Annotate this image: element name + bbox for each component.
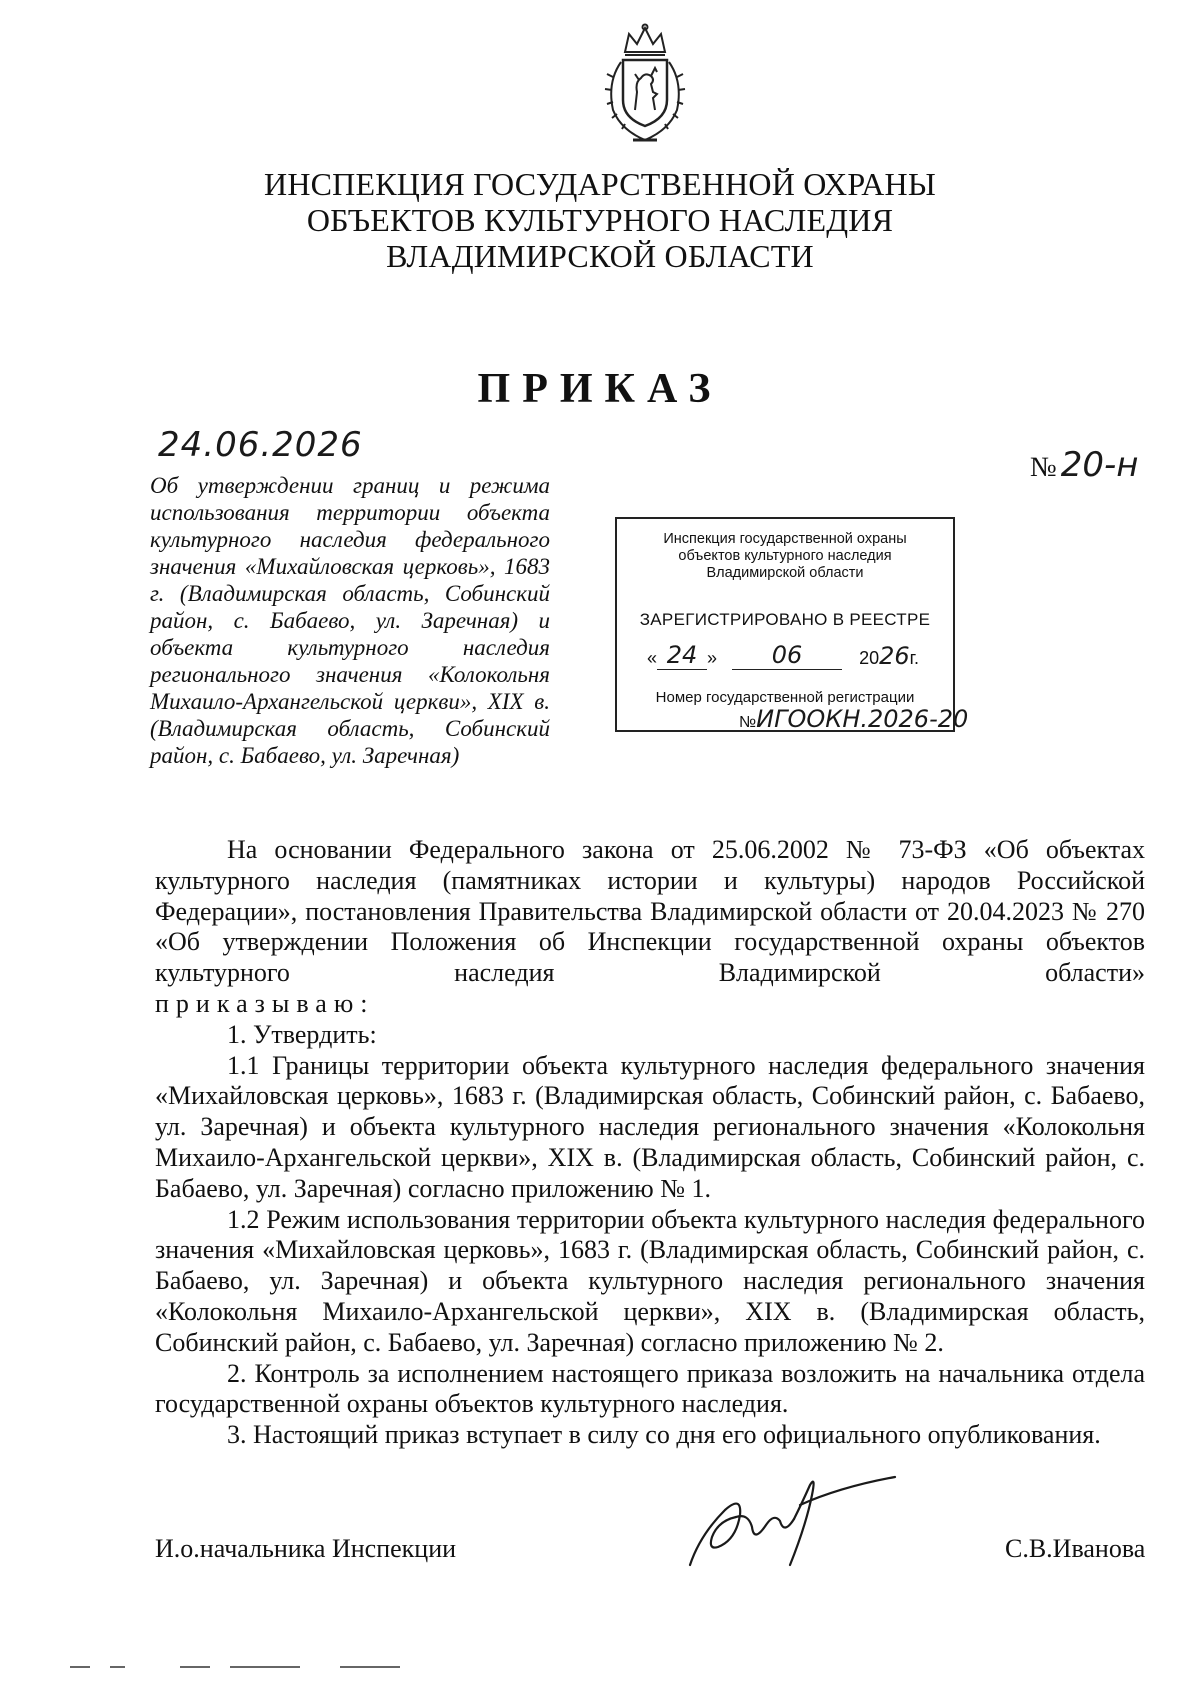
item-3: 3. Настоящий приказ вступает в силу со дня его официального опубликования. xyxy=(227,1420,1101,1450)
order-date-handwritten: 24.06.2026 xyxy=(158,425,363,465)
item-2: 2. Контроль за исполнением настоящего приказа возложить на начальника отдела государственной охраны объектов культурного наследия. xyxy=(155,1358,1145,1419)
stamp-reg-number-label: Номер государственной регистрации xyxy=(655,689,915,706)
signatory-position: И.о.начальника Инспекции xyxy=(155,1534,457,1563)
stamp-date-suffix: г. xyxy=(909,648,920,668)
stamp-reg-number-prefix: № xyxy=(739,714,757,731)
signatory-name: С.В.Иванова xyxy=(1005,1534,1146,1563)
stamp-date-close-quote: » xyxy=(707,648,718,668)
handwritten-signature-icon xyxy=(670,1455,900,1585)
coat-of-arms-icon xyxy=(595,22,695,147)
stamp-org xyxy=(617,531,953,582)
stamp-org-line-3: Владимирской области xyxy=(706,565,864,581)
stamp-org-line-1: Инспекция государственной охраны xyxy=(663,531,907,547)
item-1: 1. Утвердить: xyxy=(227,1019,377,1049)
stamp-date-month: 06 xyxy=(732,641,842,670)
stamp-reg-number-hand: ИГООКН.2026-20 xyxy=(756,705,969,733)
org-name-line-1: ИНСПЕКЦИЯ ГОСУДАРСТВЕННОЙ ОХРАНЫ xyxy=(264,166,936,202)
stamp-reg-number xyxy=(739,705,968,733)
order-number-label: № xyxy=(1030,452,1057,483)
order-subject: Об утверждении границ и режима использования территории объекта культурного наследия федерального значения «Михайловская церковь», 1683 г. (Владимирская область, Собинский район, с. Бабаево, ул. Заречная) и объекта культурного наследия регионального значения «Колокольня Михаило-Архангельской церкви», XIX в. (Владимирская область, Собинский район, с. Бабаево, ул. Заречная) xyxy=(150,473,550,768)
org-name-line-2: ОБЪЕКТОВ КУЛЬТУРНОГО НАСЛЕДИЯ xyxy=(306,202,894,238)
stamp-date-day: 24 xyxy=(657,641,707,670)
order-number xyxy=(1030,445,1138,485)
orders-word: приказываю: xyxy=(155,988,375,1018)
order-body xyxy=(155,835,1145,1451)
stamp-date xyxy=(647,641,937,670)
stamp-date-year-prefix: 20 xyxy=(859,648,880,668)
org-name-line-3: ВЛАДИМИРСКОЙ ОБЛАСТИ xyxy=(386,238,814,274)
order-title: ПРИКАЗ xyxy=(477,366,723,412)
stamp-registered-label: ЗАРЕГИСТРИРОВАНО В РЕЕСТРЕ xyxy=(639,610,931,629)
item-1-1: 1.1 Границы территории объекта культурного наследия федерального значения «Михайловская церковь», 1683 г. (Владимирская область, Собинский район, с. Бабаево, ул. Заречная) и объекта культурного наследия регионального значения «Колокольня Михаило-Архангельской церкви», XIX в. (Владимирская область, Собинский район, с. Бабаево, ул. Заречная) согласно приложению № 1. xyxy=(155,1050,1145,1203)
preamble: На основании Федерального закона от 25.06.2002 № 73-ФЗ «Об объектах культурного наследия (памятниках истории и культуры) народов Российской Федерации», постановления Правительства Владимирской области от 20.04.2023 № 270 «Об утверждении Положения об Инспекции государственной охраны объектов культурного наследия Владимирской области» xyxy=(155,835,1145,988)
registration-stamp xyxy=(615,517,969,733)
stamp-date-open-quote: « xyxy=(647,648,658,668)
order-number-handwritten: 20-н xyxy=(1060,445,1139,485)
footer-divider xyxy=(70,1662,420,1672)
item-1-2: 1.2 Режим использования территории объекта культурного наследия федерального значения «Михайловская церковь», 1683 г. (Владимирская область, Собинский район, с. Бабаево, ул. Заречная) и объекта культурного наследия регионального значения «Колокольня Михаило-Архангельской церкви», XIX в. (Владимирская область, Собинский район, с. Бабаево, ул. Заречная) согласно приложению № 2. xyxy=(155,1204,1145,1357)
stamp-date-year-hand: 26 xyxy=(879,642,910,670)
stamp-org-line-2: объектов культурного наследия xyxy=(678,548,892,564)
